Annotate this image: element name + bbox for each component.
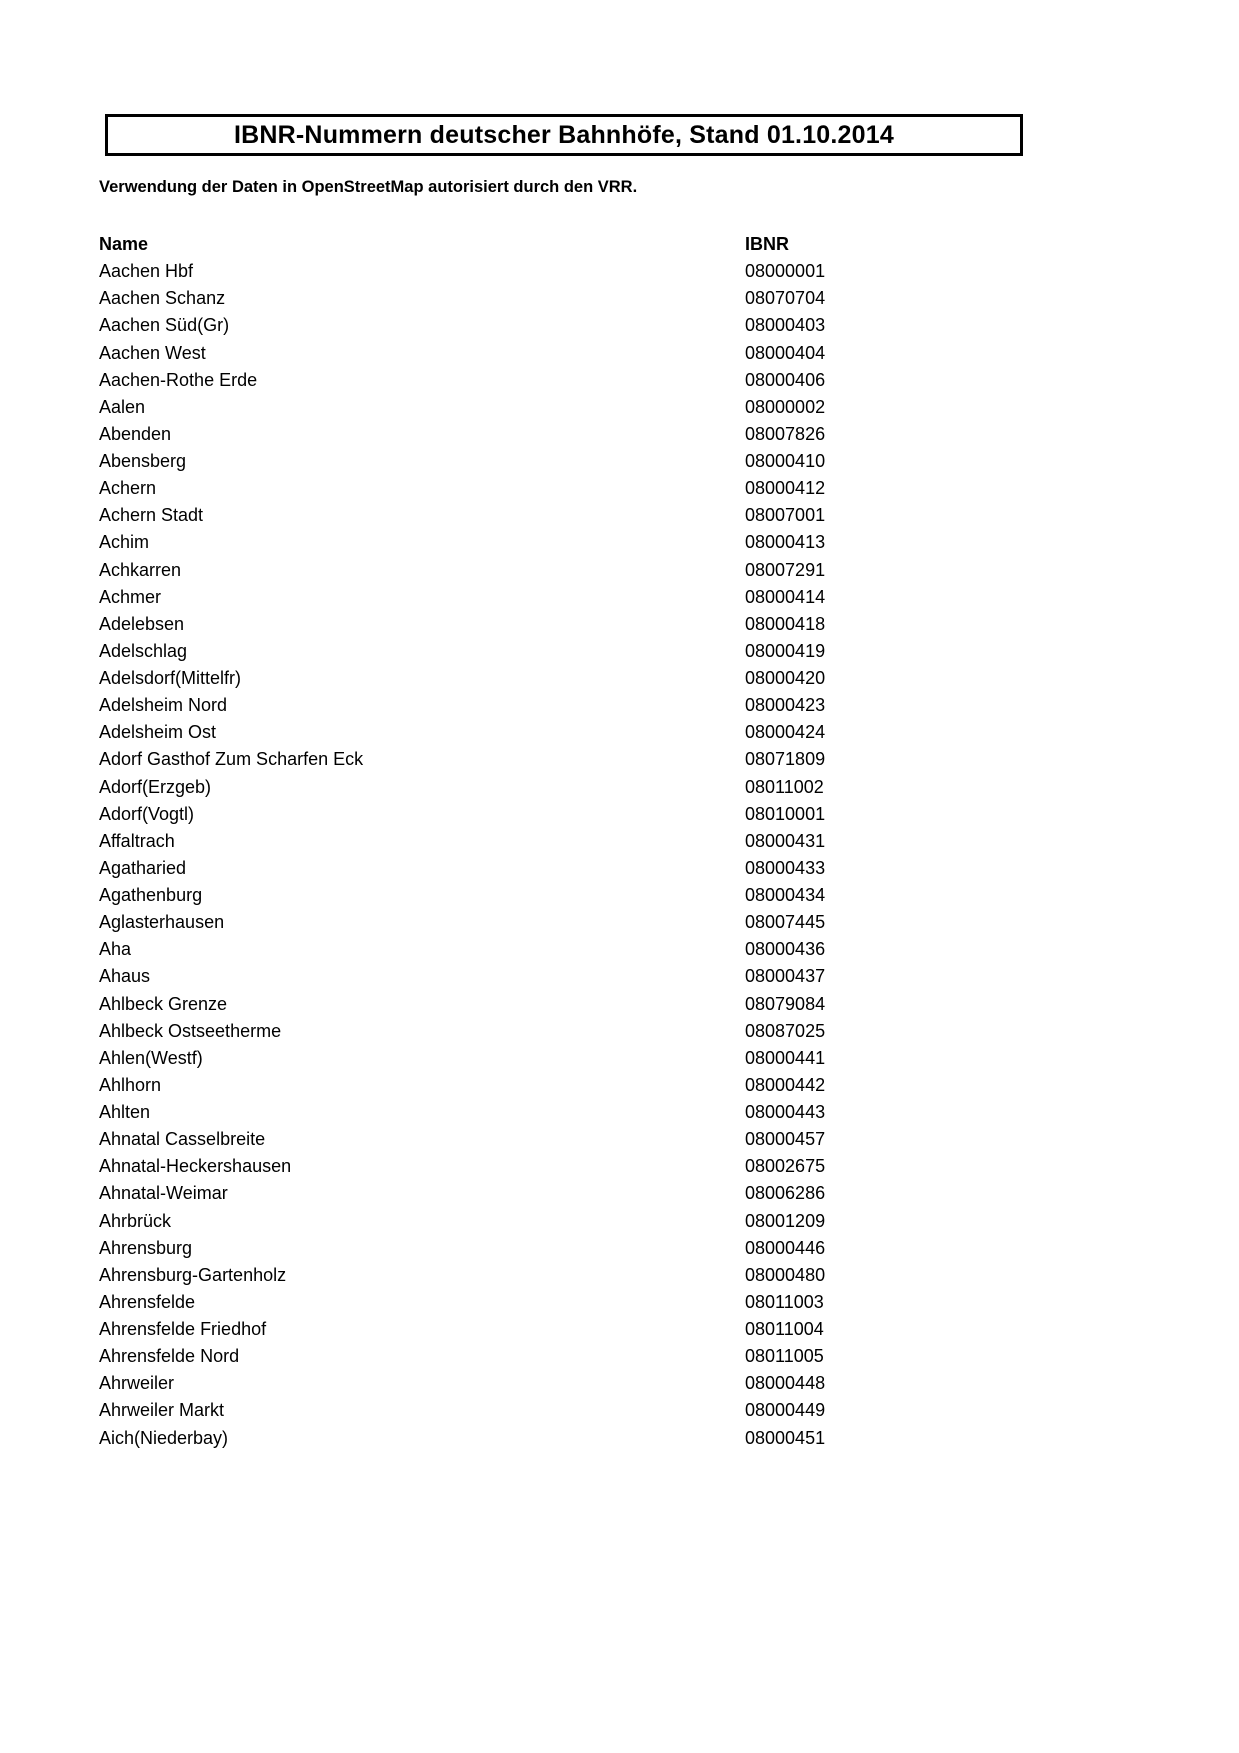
table-row [99,828,1019,855]
table-row [99,991,1019,1018]
station-ibnr: 08000410 [745,451,826,472]
station-ibnr: 08000412 [745,478,826,499]
station-name: Aachen Hbf [99,261,194,282]
table-row [99,1153,1019,1180]
station-name: Ahrweiler Markt [99,1400,225,1421]
station-ibnr: 08079084 [745,993,826,1014]
station-ibnr: 08006286 [745,1183,826,1204]
station-ibnr: 08000434 [745,885,826,906]
station-ibnr: 08007826 [745,423,826,444]
table-row [99,1370,1019,1397]
table-row [99,936,1019,963]
station-name: Ahrensburg [99,1237,193,1258]
station-name: Ahlhorn [99,1074,162,1095]
station-name: Aachen Süd(Gr) [99,315,230,336]
table-row [99,1126,1019,1153]
station-ibnr: 08000423 [745,695,826,716]
column-header-name: Name [99,234,149,255]
table-row [99,638,1019,665]
table-row [99,529,1019,556]
table-row [99,1045,1019,1072]
station-ibnr: 08000414 [745,586,826,607]
table-row [99,1235,1019,1262]
table-row [99,801,1019,828]
station-name: Adorf Gasthof Zum Scharfen Eck [99,749,364,770]
station-name: Adelsdorf(Mittelfr) [99,668,242,689]
station-name: Ahaus [99,966,151,987]
station-name: Ahrbrück [99,1210,172,1231]
station-ibnr: 08000480 [745,1264,826,1285]
station-name: Ahrweiler [99,1373,175,1394]
station-name: Adelschlag [99,640,188,661]
station-ibnr: 08000406 [745,369,826,390]
station-name: Achern [99,478,157,499]
table-row [99,909,1019,936]
station-name: Ahlbeck Grenze [99,993,228,1014]
station-table-body [99,258,1019,1452]
station-ibnr: 08000457 [745,1129,826,1150]
station-name: Aglasterhausen [99,912,225,933]
station-name: Aachen West [99,342,206,363]
station-name: Ahrensfelde Friedhof [99,1319,267,1340]
station-name: Ahrensfelde Nord [99,1346,240,1367]
table-row [99,285,1019,312]
station-ibnr: 08001209 [745,1210,826,1231]
station-ibnr: 08000413 [745,532,826,553]
table-row [99,340,1019,367]
station-name: Achmer [99,586,162,607]
station-ibnr: 08000436 [745,939,826,960]
station-ibnr: 08000451 [745,1427,826,1448]
station-ibnr: 08007001 [745,505,826,526]
station-ibnr: 08011003 [745,1291,824,1312]
station-name: Achim [99,532,150,553]
station-ibnr: 08011002 [745,776,824,797]
station-ibnr: 08000418 [745,613,826,634]
table-row [99,557,1019,584]
station-name: Ahrensburg-Gartenholz [99,1264,287,1285]
table-row [99,394,1019,421]
table-row [99,448,1019,475]
station-name: Ahlten [99,1102,151,1123]
table-row [99,1180,1019,1207]
table-row [99,1072,1019,1099]
table-row [99,502,1019,529]
station-ibnr: 08000419 [745,640,826,661]
station-ibnr: 08000424 [745,722,826,743]
table-row [99,1316,1019,1343]
table-header-row [99,231,1019,258]
station-name: Abensberg [99,451,187,472]
table-row [99,258,1019,285]
station-ibnr: 08010001 [745,803,826,824]
station-name: Ahnatal Casselbreite [99,1129,266,1150]
table-row [99,1425,1019,1452]
table-row [99,963,1019,990]
column-header-ibnr: IBNR [745,234,789,255]
station-ibnr: 08000448 [745,1373,826,1394]
station-name: Affaltrach [99,830,175,851]
station-ibnr: 08000441 [745,1047,826,1068]
station-name: Ahlen(Westf) [99,1047,203,1068]
table-row [99,746,1019,773]
table-row [99,1262,1019,1289]
station-ibnr: 08000431 [745,830,826,851]
station-ibnr: 08011004 [745,1319,824,1340]
station-name: Aha [99,939,132,960]
table-row [99,1343,1019,1370]
station-table [99,231,1019,1452]
station-name: Aachen-Rothe Erde [99,369,258,390]
station-ibnr: 08000404 [745,342,826,363]
station-ibnr: 08000001 [745,261,826,282]
station-ibnr: 08087025 [745,1020,826,1041]
station-ibnr: 08000002 [745,396,826,417]
station-ibnr: 08070704 [745,288,826,309]
table-row [99,1208,1019,1235]
station-name: Aalen [99,396,146,417]
station-ibnr: 08000403 [745,315,826,336]
table-row [99,855,1019,882]
station-ibnr: 08000449 [745,1400,826,1421]
station-name: Agathenburg [99,885,203,906]
station-ibnr: 08000420 [745,668,826,689]
station-name: Agatharied [99,857,187,878]
authorization-note: Verwendung der Daten in OpenStreetMap autorisiert durch den VRR. [99,178,638,196]
station-name: Adelebsen [99,613,185,634]
table-row [99,665,1019,692]
page-title: IBNR-Nummern deutscher Bahnhöfe, Stand 01.10.2014 [234,120,894,149]
station-ibnr: 08000437 [745,966,826,987]
station-ibnr: 08000442 [745,1074,826,1095]
station-name: Aachen Schanz [99,288,226,309]
station-ibnr: 08071809 [745,749,826,770]
station-ibnr: 08007445 [745,912,826,933]
table-row [99,1289,1019,1316]
table-row [99,1099,1019,1126]
table-row [99,882,1019,909]
station-name: Achern Stadt [99,505,204,526]
table-row [99,312,1019,339]
station-name: Adelsheim Nord [99,695,228,716]
station-name: Ahnatal-Weimar [99,1183,228,1204]
table-row [99,421,1019,448]
station-name: Abenden [99,423,172,444]
station-name: Adorf(Erzgeb) [99,776,212,797]
station-name: Adorf(Vogtl) [99,803,195,824]
station-ibnr: 08002675 [745,1156,826,1177]
station-ibnr: 08007291 [745,559,826,580]
station-ibnr: 08000443 [745,1102,826,1123]
table-row [99,611,1019,638]
station-ibnr: 08000446 [745,1237,826,1258]
title-box [105,114,1023,156]
table-row [99,1018,1019,1045]
table-row [99,1397,1019,1424]
station-ibnr: 08000433 [745,857,826,878]
station-name: Aich(Niederbay) [99,1427,229,1448]
table-row [99,367,1019,394]
station-ibnr: 08011005 [745,1346,824,1367]
table-row [99,692,1019,719]
station-name: Adelsheim Ost [99,722,217,743]
table-row [99,584,1019,611]
station-name: Ahnatal-Heckershausen [99,1156,292,1177]
station-name: Ahlbeck Ostseetherme [99,1020,282,1041]
station-name: Ahrensfelde [99,1291,196,1312]
table-row [99,475,1019,502]
table-row [99,774,1019,801]
table-row [99,719,1019,746]
station-name: Achkarren [99,559,182,580]
